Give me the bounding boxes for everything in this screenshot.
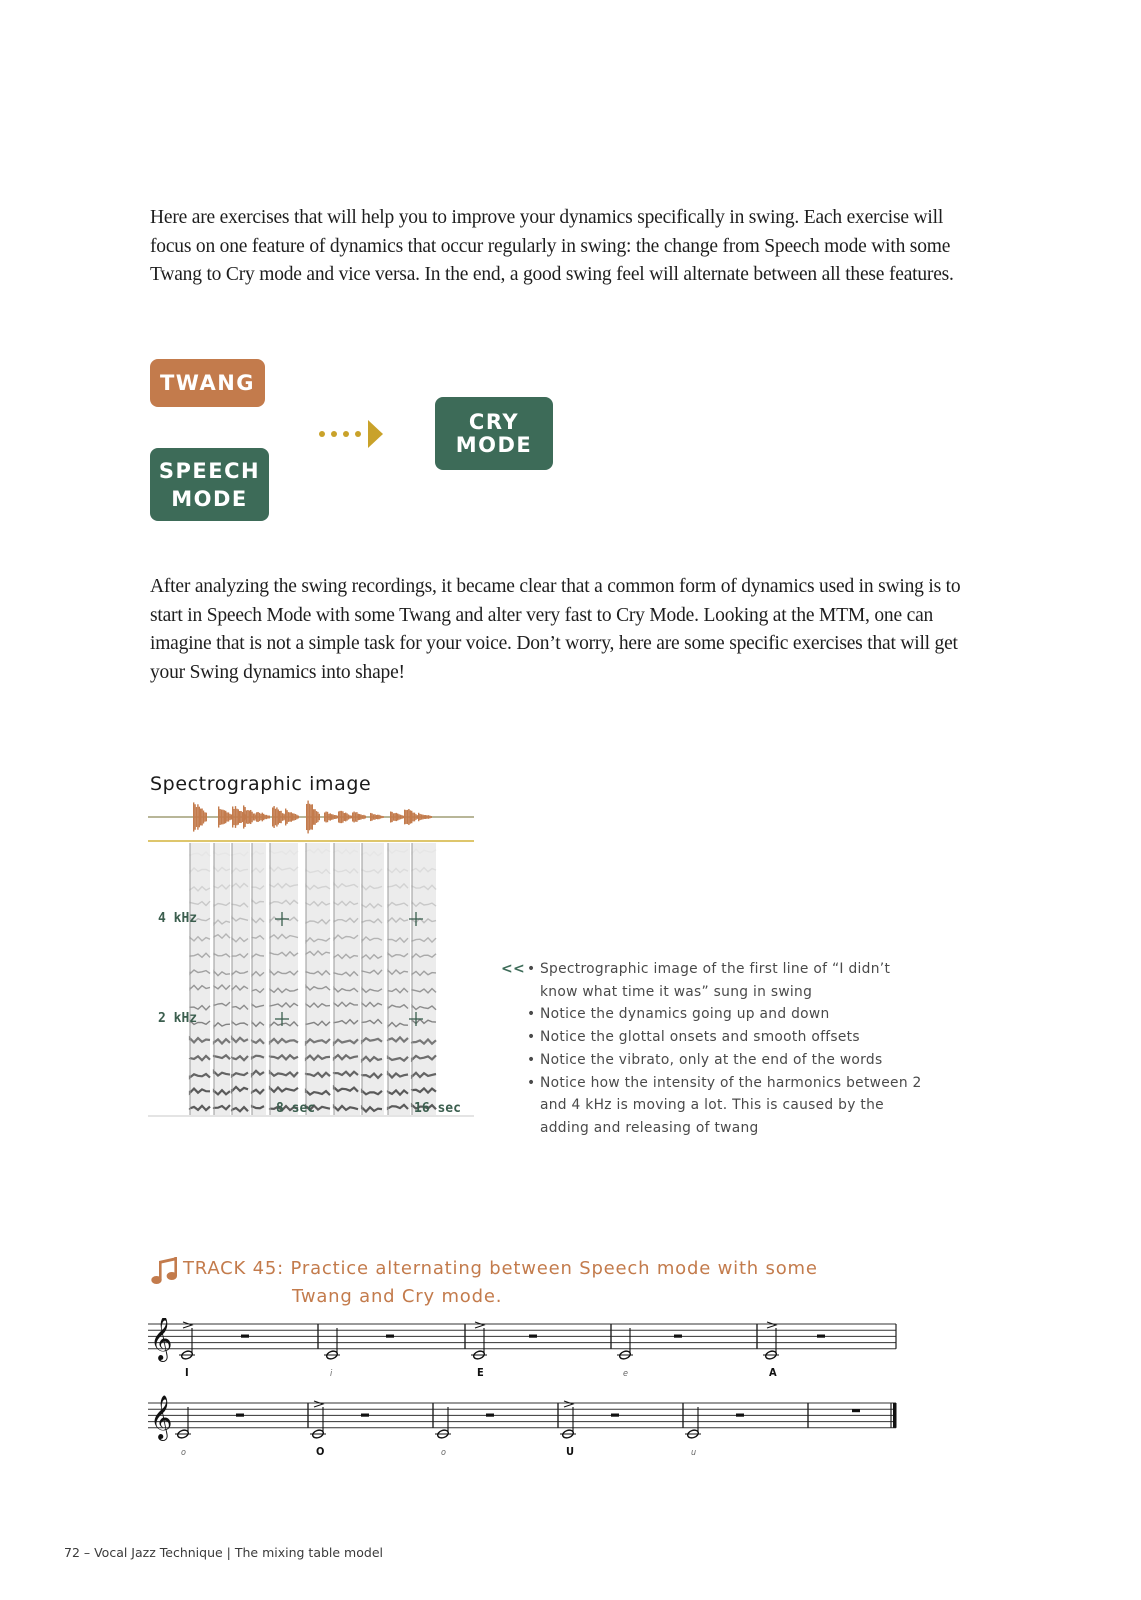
final-barline-thick bbox=[893, 1403, 897, 1428]
twang-label: TWANG bbox=[159, 371, 256, 395]
freq-label-2khz: 2 kHz bbox=[158, 1011, 198, 1026]
speech-mode-label-2: MODE bbox=[171, 486, 248, 511]
caption-item: • Notice the dynamics going up and down bbox=[503, 1003, 923, 1026]
half-rest bbox=[386, 1335, 394, 1338]
half-rest bbox=[486, 1414, 494, 1417]
dotted-arrow-icon bbox=[318, 419, 386, 449]
accent-mark bbox=[183, 1322, 192, 1328]
half-rest bbox=[529, 1335, 537, 1338]
waveform bbox=[193, 801, 432, 834]
spectrogram-image bbox=[148, 798, 474, 1134]
lyric-syllable: E bbox=[477, 1366, 484, 1379]
lyric-syllable: o bbox=[441, 1448, 446, 1458]
twang-tag bbox=[150, 359, 265, 407]
lyric-syllable: U bbox=[566, 1445, 575, 1458]
half-rest bbox=[236, 1414, 244, 1417]
lyric-syllable: I bbox=[185, 1366, 189, 1379]
track-title-line2: Twang and Cry mode. bbox=[292, 1286, 503, 1307]
lyric-syllable: i bbox=[330, 1369, 333, 1379]
accent-mark bbox=[564, 1401, 573, 1407]
spectrogram-graphic bbox=[148, 798, 474, 1134]
music-note-icon bbox=[150, 1255, 180, 1285]
lyric-syllable: o bbox=[181, 1448, 186, 1458]
half-rest bbox=[241, 1335, 249, 1338]
cry-mode-label-1: CRY bbox=[468, 409, 520, 434]
spectrogram-caption bbox=[503, 958, 923, 1140]
whole-rest bbox=[852, 1409, 860, 1412]
track-title-line1: TRACK 45: Practice alternating between Speech mode with some bbox=[183, 1258, 818, 1279]
spectrogram-title: Spectrographic image bbox=[150, 773, 372, 795]
lyric-syllable: A bbox=[769, 1366, 777, 1379]
caption-item: • Notice the vibrato, only at the end of the words bbox=[503, 1049, 923, 1072]
accent-mark bbox=[475, 1322, 484, 1328]
lyric-syllable: O bbox=[316, 1445, 325, 1458]
lyric-syllable: e bbox=[623, 1369, 628, 1379]
score-staves bbox=[146, 1318, 906, 1493]
treble-clef-icon: 𝄞 bbox=[150, 1318, 173, 1360]
caption-item: • Notice how the intensity of the harmonics between 2 and 4 kHz is moving a lot. This is caused by the adding and releasing of twang bbox=[503, 1072, 923, 1140]
speech-mode-tag bbox=[150, 448, 269, 521]
freq-label-4khz: 4 kHz bbox=[158, 911, 198, 926]
spectrogram-harmonics bbox=[190, 843, 436, 1115]
music-score bbox=[146, 1318, 906, 1493]
caption-item: • Notice the glottal onsets and smooth offsets bbox=[503, 1026, 923, 1049]
half-rest bbox=[736, 1414, 744, 1417]
time-label-8sec: 8 sec bbox=[276, 1101, 316, 1116]
half-rest bbox=[361, 1414, 369, 1417]
accent-mark bbox=[314, 1401, 323, 1407]
half-rest bbox=[611, 1414, 619, 1417]
treble-clef-icon: 𝄞 bbox=[150, 1395, 173, 1439]
intro-paragraph: Here are exercises that will help you to improve your dynamics specifically in swing. Each exercise will focus on one feature of dynamics that occur regularly in swing: the change from Speech mode with some Twang to Cry mode and vice versa. In the end, a good swing feel will alternate between all these features. bbox=[150, 207, 954, 285]
speech-mode-label-1: SPEECH bbox=[158, 458, 261, 483]
caption-item: • Spectrographic image of the first line of “I didn’t know what time it was” sung in swing bbox=[503, 958, 923, 1003]
chevron-left-icon: << bbox=[501, 961, 526, 977]
half-rest bbox=[674, 1335, 682, 1338]
lyric-syllable: u bbox=[691, 1448, 697, 1458]
time-label-16sec: 16 sec bbox=[414, 1101, 461, 1116]
half-rest bbox=[817, 1335, 825, 1338]
accent-mark bbox=[767, 1322, 776, 1328]
cry-mode-tag bbox=[435, 397, 553, 470]
cry-mode-label-2: MODE bbox=[455, 432, 533, 457]
page-footer: 72 – Vocal Jazz Technique | The mixing table model bbox=[64, 1545, 383, 1560]
analysis-paragraph: After analyzing the swing recordings, it became clear that a common form of dynamics used in swing is to start in Speech Mode with some Twang and alter very fast to Cry Mode. Looking at the MTM, one can imagine that is not a simple task for your voice. Don’t worry, here are some specific exercises that will get your Swing dynamics into shape! bbox=[150, 576, 961, 683]
